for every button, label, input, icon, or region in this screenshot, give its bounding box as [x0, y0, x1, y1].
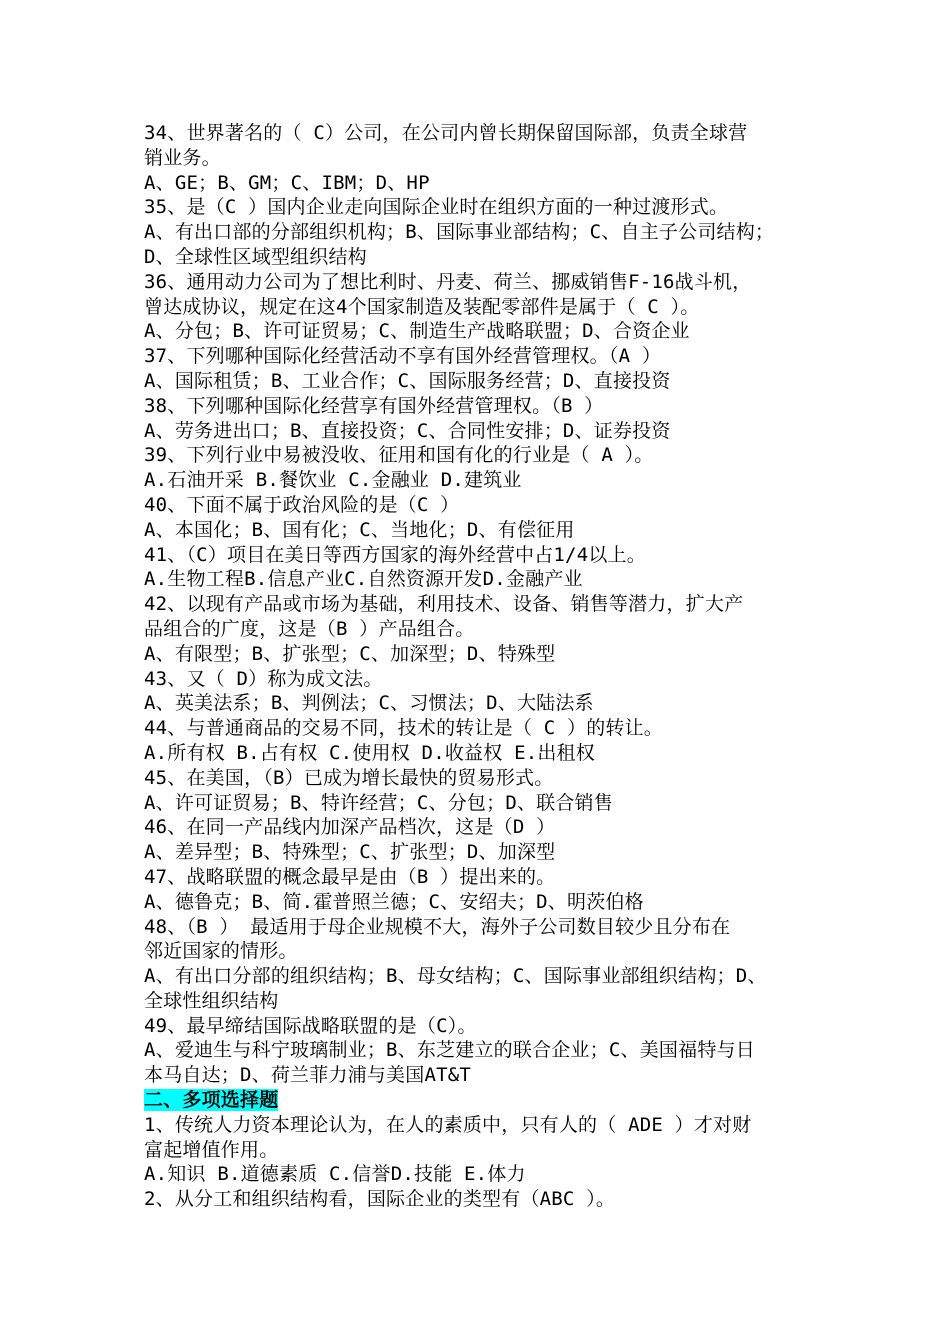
text-line: 本马自达；D、荷兰菲力浦与美国AT&T: [144, 1064, 471, 1087]
text-line: 1、传统人力资本理论认为，在人的素质中，只有人的（ ADE ）才对财: [144, 1113, 752, 1136]
text-line: 35、是（C ）国内企业走向国际企业时在组织方面的一种过渡形式。: [144, 196, 729, 219]
text-line: 38、下列哪种国际化经营享有国外经营管理权。（B ）: [144, 394, 604, 417]
text-line: 49、最早缔结国际战略联盟的是（C）。: [144, 1014, 477, 1037]
text-line: A、爱迪生与科宁玻璃制业；B、东芝建立的联合企业；C、美国福特与日: [144, 1039, 755, 1062]
text-line: 销业务。: [144, 146, 221, 169]
multiple-choice-questions: [144, 1113, 824, 1212]
text-line: 2、从分工和组织结构看，国际企业的类型有（ABC ）。: [144, 1188, 616, 1211]
text-line: D、全球性区域型组织结构: [144, 245, 367, 268]
text-line: A.石油开采 B.餐饮业 C.金融业 D.建筑业: [144, 469, 522, 492]
text-line: 42、以现有产品或市场为基础，利用技术、设备、销售等潜力，扩大产: [144, 593, 744, 616]
text-line: A、有出口部的分部组织机构；B、国际事业部结构；C、自主子公司结构；: [144, 221, 775, 244]
text-line: A、国际租赁；B、工业合作；C、国际服务经营；D、直接投资: [144, 369, 671, 392]
text-line: 48、（B ） 最适用于母企业规模不大，海外子公司数目较少且分布在: [144, 915, 731, 938]
text-line: A、分包；B、许可证贸易；C、制造生产战略联盟；D、合资企业: [144, 320, 690, 343]
text-line: A、有出口分部的组织结构；B、母女结构；C、国际事业部组织结构；D、: [144, 965, 767, 988]
text-line: A.所有权 B.占有权 C.使用权 D.收益权 E.出租权: [144, 741, 595, 764]
text-line: A、德鲁克；B、简.霍普照兰德；C、安绍夫；D、明茨伯格: [144, 890, 644, 913]
text-line: A.生物工程B.信息产业C.自然资源开发D.金融产业: [144, 568, 583, 591]
text-line: A.知识 B.道德素质 C.信誉D.技能 E.体力: [144, 1163, 526, 1186]
text-line: 41、（C）项目在美日等西方国家的海外经营中占1/4以上。: [144, 543, 646, 566]
text-line: A、英美法系；B、判例法；C、习惯法；D、大陆法系: [144, 692, 594, 715]
text-line: A、许可证贸易；B、特许经营；C、分包；D、联合销售: [144, 791, 613, 814]
text-line: 34、世界著名的（ C）公司，在公司内曾长期保留国际部，负责全球营: [144, 122, 748, 144]
document-page: [144, 121, 824, 1212]
text-line: 品组合的广度，这是（B ）产品组合。: [144, 617, 475, 640]
text-line: 44、与普通商品的交易不同，技术的转让是（ C ）的转让。: [144, 717, 663, 740]
text-line: 全球性组织结构: [144, 989, 279, 1012]
section-heading: [144, 1088, 824, 1113]
text-line: A、劳务进出口；B、直接投资；C、合同性安排；D、证券投资: [144, 419, 671, 442]
text-line: A、GE；B、GM；C、IBM；D、HP: [144, 171, 430, 194]
text-line: 36、通用动力公司为了想比利时、丹麦、荷兰、挪威销售F-16战斗机，: [144, 270, 752, 293]
text-line: 曾达成协议，规定在这4个国家制造及装配零部件是属于（ C ）。: [144, 295, 700, 318]
single-choice-questions: [144, 121, 824, 1088]
text-line: A、本国化；B、国有化；C、当地化；D、有偿征用: [144, 518, 575, 541]
text-line: A、有限型；B、扩张型；C、加深型；D、特殊型: [144, 642, 556, 665]
section-heading-text: 二、多项选择题: [144, 1089, 279, 1112]
text-line: 47、战略联盟的概念最早是由（B ）提出来的。: [144, 865, 556, 888]
text-line: 45、在美国，（B）已成为增长最快的贸易形式。: [144, 766, 554, 789]
text-line: 富起增值作用。: [144, 1138, 279, 1161]
text-line: 39、下列行业中易被没收、征用和国有化的行业是（ A ）。: [144, 444, 654, 467]
text-line: 邻近国家的情形。: [144, 940, 298, 963]
text-line: 40、下面不属于政治风险的是（C ）: [144, 493, 460, 516]
text-line: 46、在同一产品线内加深产品档次，这是（D ）: [144, 816, 556, 839]
text-line: 43、又（ D）称为成文法。: [144, 667, 383, 690]
text-line: 37、下列哪种国际化经营活动不享有国外经营管理权。（A ）: [144, 345, 662, 368]
text-line: A、差异型；B、特殊型；C、扩张型；D、加深型: [144, 841, 556, 864]
